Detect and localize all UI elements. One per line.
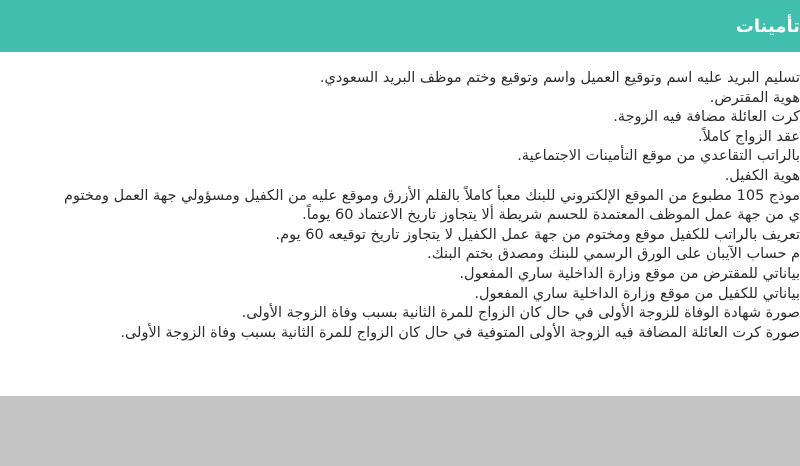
requirement-item: هوية الكفيل. [724,167,800,184]
requirement-item: هوية المقترض. [709,89,800,106]
requirement-item: بالراتب التقاعدي من موقع التأمينات الاجتماعية. [517,148,800,165]
requirements-panel [0,57,800,396]
requirement-item: صورة شهادة الوفاة للزوجة الأولى في حال كان الزواج للمرة الثانية بسبب وفاة الزوجة الأولى. [241,305,800,322]
requirement-item: تسليم البريد عليه اسم وتوقيع العميل واسم وتوقيع وختم موظف البريد السعودي. [319,70,800,86]
requirement-item: م حساب الآيبان على الورق الرسمي للبنك ومصدق بختم البنك. [427,246,800,263]
requirement-item: كرت العائلة مضافة فيه الزوجة. [613,109,800,126]
footer-area [0,396,800,466]
requirement-item: تعريف بالراتب للكفيل موقع ومختوم من جهة عمل الكفيل لا يتجاوز تاريخ توقيعه 60 يوم. [275,226,800,243]
requirement-item: صورة كرت العائلة المضافة فيه الزوجة الأولى المتوفية في حال كان الزواج للمرة الثانية بسبب وفاة الزوجة الأولى. [120,324,800,341]
requirement-item: بياناتي للمقترض من موقع وزارة الداخلية ساري المفعول. [459,265,800,282]
page-title: تأمينات [735,15,800,37]
header-bar [0,0,800,52]
requirements-list [64,69,800,343]
requirement-item: موذج 105 مطبوع من الموقع الإلكتروني للبنك معبأ كاملاً بالقلم الأزرق وموقع عليه من الكفيل ومسؤولي جهة العمل ومختوم [64,187,800,204]
requirement-item: ي من جهة عمل الموظف المعتمدة للحسم شريطة ألا يتجاوز تاريخ الاعتماد 60 يوماً. [302,207,800,224]
requirement-item: بياناتي للكفيل من موقع وزارة الداخلية ساري المفعول. [474,285,800,302]
requirement-item: عقد الزواج كاملاً. [697,128,800,145]
